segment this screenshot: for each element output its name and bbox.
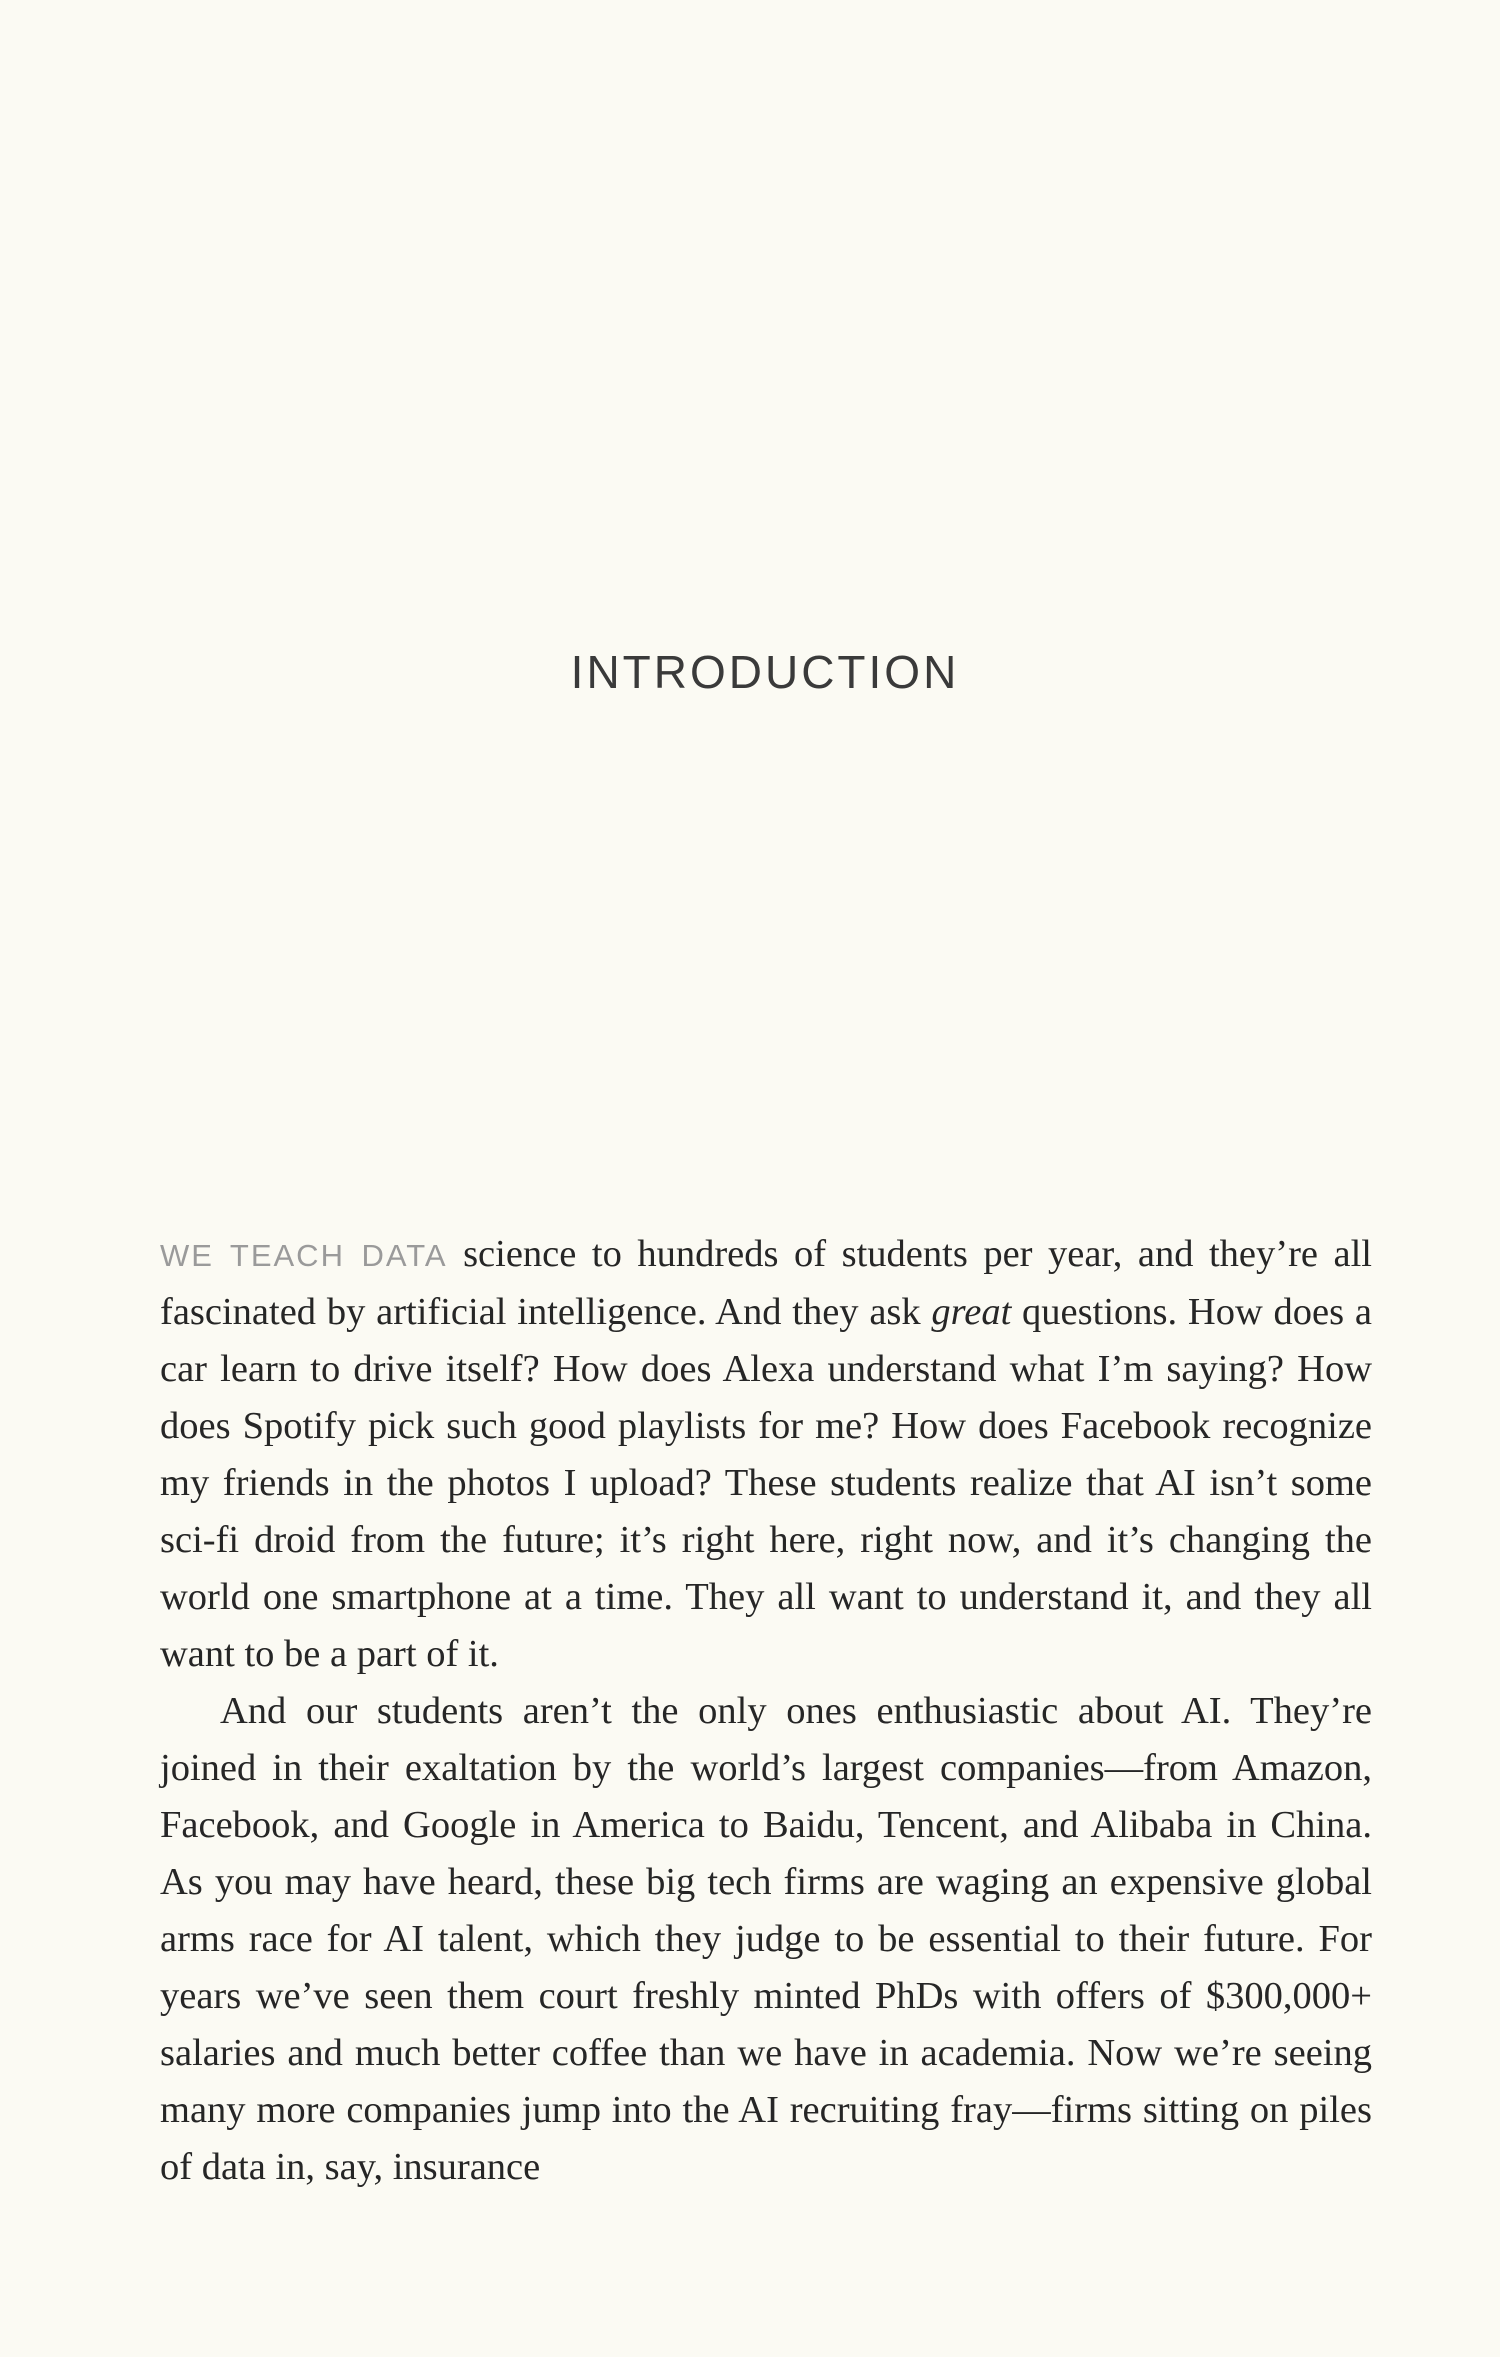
body-text [160,1226,1372,2196]
paragraph-1-text-b: questions. How does a car learn to drive itself? How does Alexa understand what I’m saying? How does Spotify pick such good playlists for me? How does Facebook recognize my friends in the photos I upload? These students realize that AI isn’t some sci-fi droid from the future; it’s right here, right now, and it’s changing the world one smartphone at a time. They all want to understand it, and they all want to be a part of it. [160,1291,1372,1675]
chapter-title: INTRODUCTION [570,646,960,698]
emphasis-great: great [931,1291,1012,1333]
paragraph-2: And our students aren’t the only ones enthusiastic about AI. They’re joined in their exaltation by the world’s largest companies—from Amazon, Facebook, and Google in America to Baidu, Tencent, and Alibaba in China. As you may have heard, these big tech firms are waging an expensive global arms race for AI talent, which they judge to be essential to their future. For years we’ve seen them court freshly minted PhDs with offers of $300,000+ salaries and much better coffee than we have in academia. Now we’re seeing many more companies jump into the AI recruiting fray—firms sitting on piles of data in, say, insurance [160,1690,1372,2188]
lead-in-small-caps: WE TEACH DATA [160,1238,448,1273]
paragraph-1-text-a: science to hundreds of students per year, and they’re all fascinated by artificial intelligence. And they ask [160,1233,1372,1333]
paragraph-1 [160,1226,1372,1683]
